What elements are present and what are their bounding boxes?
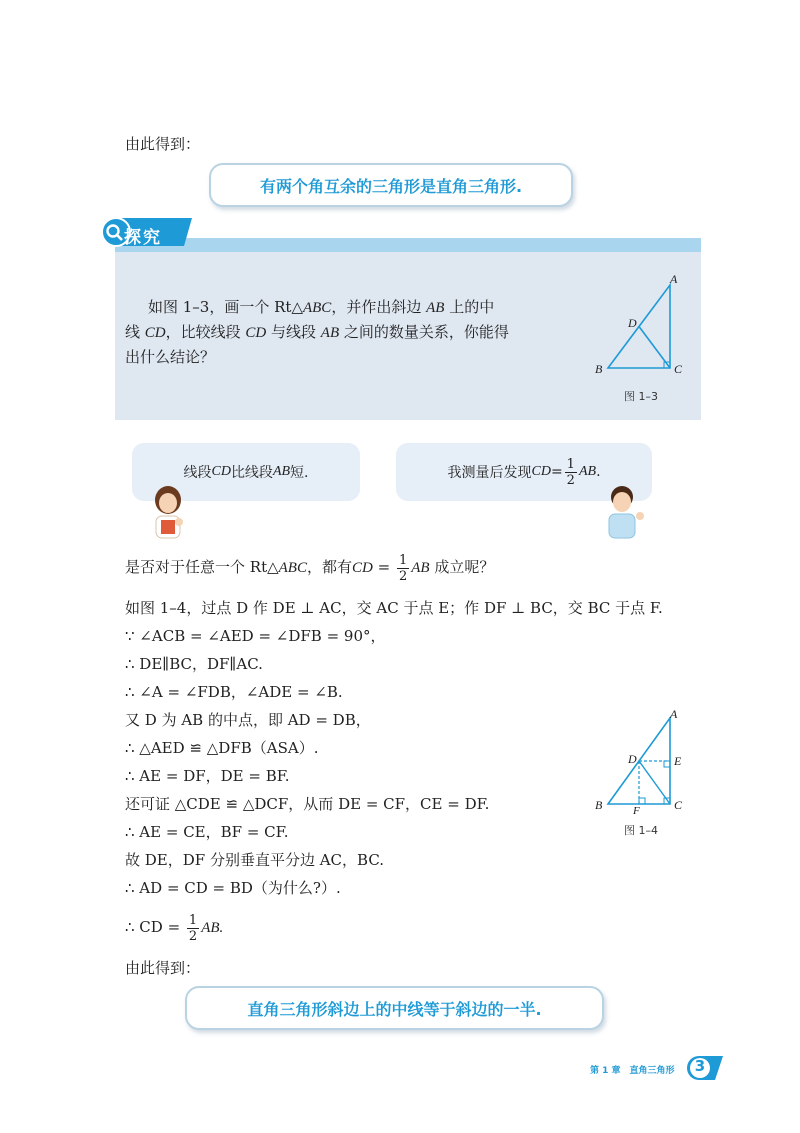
girl-student-icon — [146, 482, 190, 542]
figure-1-3 — [590, 270, 690, 382]
fig3-label-d: D — [628, 316, 637, 330]
explore-text-line2: 线 CD，比较线段 CD 与线段 AB 之间的数量关系，你能得 — [125, 323, 509, 341]
final-equation: ∴ CD = $\frac{1}{2}$ AB. — [125, 912, 224, 944]
figure-1-4-caption: 图 1–4 — [624, 824, 658, 837]
fig4-label-b: B — [595, 798, 603, 812]
question-line: 是否对于任意一个 Rt△ABC，都有CD = $\frac{1}{2}$ AB 成立呢？ — [125, 552, 495, 584]
speech-bubble-left: 线段 CD 比线段 AB 短. — [132, 443, 360, 501]
conclusion-box-1: 有两个角互余的三角形是直角三角形. — [209, 163, 573, 207]
explore-title: 探究 — [124, 228, 162, 248]
explore-text-line3: 出什么结论？ — [125, 348, 216, 366]
fig4-label-a: A — [670, 708, 678, 721]
fig4-label-f: F — [633, 805, 640, 814]
footer-chapter: 第 1 章 直角三角形 — [590, 1066, 675, 1076]
proof-line-5: 又 D 为 AB 的中点，即 AD = DB， — [125, 711, 371, 729]
proof-line-3: ∴ DE∥BC，DF∥AC. — [125, 655, 263, 673]
proof-line-7: ∴ AE = DF，DE = BF. — [125, 767, 290, 785]
magnifier-icon — [104, 222, 126, 244]
proof-line-6: ∴ △AED ≌ △DFB（ASA）. — [125, 739, 319, 757]
fig3-label-c: C — [674, 362, 683, 376]
proof-line-9: ∴ AE = CE，BF = CF. — [125, 823, 289, 841]
intro-text-2: 由此得到： — [125, 959, 201, 977]
proof-line-2: ∵ ∠ACB = ∠AED = ∠DFB = 90°， — [125, 627, 386, 645]
figure-1-4 — [590, 708, 690, 814]
intro-text: 由此得到： — [125, 135, 201, 153]
explore-header-bar — [115, 238, 701, 252]
fig4-label-e: E — [674, 754, 682, 768]
boy-student-icon — [600, 482, 648, 542]
fig4-label-d: D — [628, 752, 637, 766]
proof-line-1: 如图 1–4，过点 D 作 DE ⊥ AC，交 AC 于点 E；作 DF ⊥ BC，交 BC 于点 F. — [125, 599, 663, 617]
proof-line-8: 还可证 △CDE ≌ △DCF，从而 DE = CF，CE = DF. — [125, 795, 490, 813]
proof-line-4: ∴ ∠A = ∠FDB，∠ADE = ∠B. — [125, 683, 343, 701]
explore-text-line1: 如图 1–3，画一个 Rt△ABC，并作出斜边 AB 上的中 — [148, 298, 495, 316]
figure-1-3-caption: 图 1–3 — [624, 390, 658, 403]
fig3-label-a: A — [670, 272, 678, 286]
fig3-label-b: B — [595, 362, 603, 376]
proof-line-11: ∴ AD = CD = BD（为什么?）. — [125, 879, 341, 897]
conclusion-box-2: 直角三角形斜边上的中线等于斜边的一半. — [185, 986, 604, 1030]
proof-line-10: 故 DE，DF 分别垂直平分边 AC，BC. — [125, 851, 385, 869]
fig4-label-c: C — [674, 798, 683, 812]
speech-bubble-right: 我测量后发现 CD = $\frac{1}{2}$ AB . — [396, 443, 652, 501]
page-number: 3 — [694, 1057, 706, 1075]
